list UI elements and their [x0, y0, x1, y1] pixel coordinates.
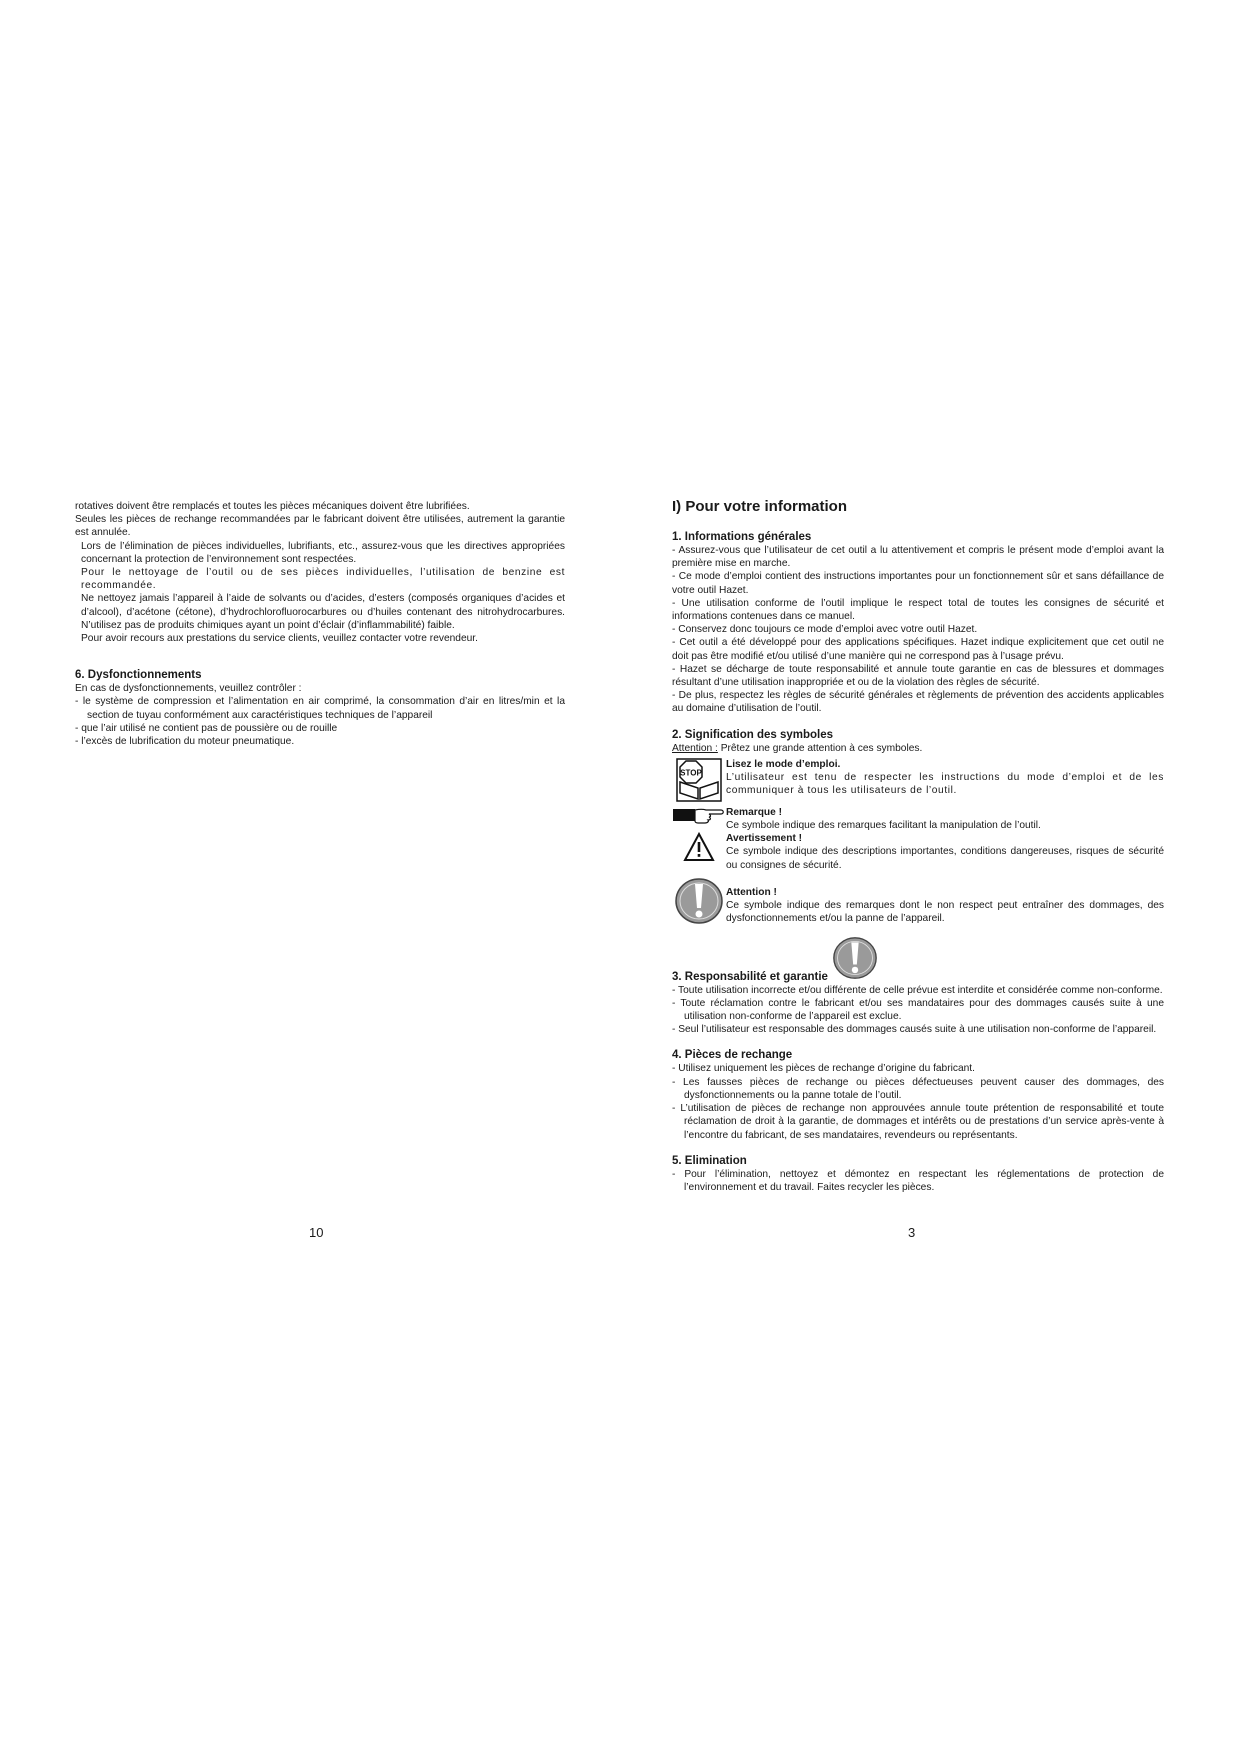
left-page	[75, 500, 565, 748]
page-number: 3	[908, 1225, 916, 1240]
list-item: - l’excès de lubrification du moteur pneumatique.	[75, 736, 295, 748]
list-item: - Toute utilisation incorrecte et/ou différente de celle prévue est interdite et considérée comme non-conforme.	[672, 984, 1163, 996]
list-item: - Pour l’élimination, nettoyez et démontez en respectant les réglementations de protection de l’environnement et du travail. Faites recycler les pièces.	[672, 1168, 1164, 1193]
warning-triangle-icon	[672, 832, 726, 862]
paragraph: rotatives doivent être remplacés et toutes les pièces mécaniques doivent être lubrifiées.	[75, 501, 470, 512]
paragraph: Lors de l’élimination de pièces individuelles, lubrifiants, etc., assurez-vous que les directives appropriées concernant la protection de l’environnement sont respectées.	[81, 540, 565, 565]
list-item: - Assurez-vous que l’utilisateur de cet outil a lu attentivement et compris le présent mode d’emploi avant la première mise en marche.	[672, 545, 1164, 570]
symbol-title: Attention !	[726, 886, 777, 898]
list-item: - Utilisez uniquement les pièces de rechange d’origine du fabricant.	[672, 1063, 975, 1075]
list-item: - Hazet se décharge de toute responsabilité et annule toute garantie en cas de blessures et dommages résultant d’une utilisation inappropriée et ou de la violation des règles de sécurité.	[672, 663, 1164, 689]
paragraph: Pour avoir recours aux prestations du service clients, veuillez contacter votre revendeur.	[81, 633, 478, 645]
section-title: 5. Elimination	[672, 1154, 747, 1167]
section-title: 6. Dysfonctionnements	[75, 669, 202, 682]
pointing-hand-icon	[672, 806, 726, 824]
list-item: - De plus, respectez les règles de sécurité générales et règlements de prévention des accidents applicables au domaine d’utilisation de l’outil.	[672, 690, 1164, 715]
list-item: - Cet outil a été développé pour des applications spécifiques. Hazet indique explicitement que cet outil ne doit pas être modifié et/ou utilisé d’une manière qui ne correspond pas à l’usage prévu.	[672, 637, 1164, 662]
page-title: I) Pour votre information	[672, 498, 848, 515]
paragraph: Seules les pièces de rechange recommandées par le fabricant doivent être utilisées, autrement la garantie est annulée.	[75, 514, 565, 539]
list-item: - Toute réclamation contre le fabricant et/ou ses mandataires pour des dommages causés suite à une utilisation non-conforme de l’appareil est exclue.	[672, 997, 1164, 1023]
symbol-text: Ce symbole indique des remarques facilitant la manipulation de l’outil.	[726, 820, 1041, 832]
right-page	[672, 498, 1164, 1194]
list-item: - Seul l’utilisateur est responsable des dommages causés suite à une utilisation non-conforme de l’appareil.	[672, 1024, 1157, 1036]
section-title: 1. Informations générales	[672, 531, 812, 543]
section-title: 2. Signification des symboles	[672, 728, 834, 741]
stop-manual-icon	[672, 758, 726, 802]
symbol-title: Remarque !	[726, 806, 783, 818]
exclamation-circle-icon	[672, 877, 726, 925]
symbol-title: Avertissement !	[726, 833, 803, 845]
section-title: 3. Responsabilité et garantie	[672, 970, 828, 983]
symbol-row	[672, 832, 1164, 872]
symbol-text: L’utilisateur est tenu de respecter les instructions du mode d’emploi et de les communiquer à tous les utilisateurs de l’outil.	[726, 772, 1164, 797]
symbol-title: Lisez le mode d’emploi.	[726, 758, 841, 770]
intro-underlined: Attention :	[672, 742, 718, 754]
exclamation-circle-icon	[832, 935, 878, 985]
paragraph: Pour le nettoyage de l’outil ou de ses pièces individuelles, l’utilisation de benzine est recommandée.	[81, 567, 565, 592]
symbol-row	[672, 758, 1164, 802]
list-item: - Conservez donc toujours ce mode d’emploi avec votre outil Hazet.	[672, 624, 978, 636]
symbol-row	[672, 877, 1164, 926]
list-item: - Une utilisation conforme de l’outil implique le respect total de toutes les consignes de sécurité et informations contenues dans ce manuel.	[672, 597, 1164, 623]
intro-rest: Prêtez une grande attention à ces symboles.	[717, 742, 923, 754]
list-item: - L’utilisation de pièces de rechange non approuvées annule toute prétention de responsabilité et toute réclamation de droit à la garantie, de dommages et intérêts ou de prestations d’un service après-vente à l’encontre du fabricant, de ses mandataires, revendeurs ou représentants.	[672, 1103, 1164, 1141]
section-header	[672, 935, 1164, 983]
list-item: - que l’air utilisé ne contient pas de poussière ou de rouille	[75, 722, 338, 734]
section-intro: En cas de dysfonctionnements, veuillez contrôler :	[75, 683, 302, 695]
section-intro	[672, 742, 1164, 755]
list-item: - Les fausses pièces de rechange ou pièces défectueuses peuvent causer des dommages, des dysfonctionnements ou la panne totale de l’outil.	[672, 1076, 1164, 1101]
paragraph: Ne nettoyez jamais l’appareil à l’aide de solvants ou d’acides, d’esters (composés organiques d’acides et d’alcool), d’acétone (cétone), d’hydrochlorofluorocarbures ou d’huiles contenant des nitrohydrocarbures. N’utilisez pas de produits chimiques ayant un point d’éclair (d’inflammabilité) faible.	[81, 593, 565, 631]
symbol-text: Ce symbole indique des descriptions importantes, conditions dangereuses, risques de sécurité ou consignes de sécurité.	[726, 846, 1164, 871]
stop-sign-text: STOP	[680, 768, 702, 778]
section-title: 4. Pièces de rechange	[672, 1049, 793, 1062]
list-item: - le système de compression et l’alimentation en air comprimé, la consommation d’air en litres/min et la section de tuyau conformément aux caractéristiques techniques de l’appareil	[75, 696, 565, 721]
page-number: 10	[309, 1225, 324, 1240]
symbol-row	[672, 806, 1164, 832]
symbol-text: Ce symbole indique des remarques dont le non respect peut entraîner des dommages, des dysfonctionnements et/ou la panne de l’appareil.	[726, 900, 1164, 925]
list-item: - Ce mode d’emploi contient des instructions importantes pour un fonctionnement sûr et sans défaillance de votre outil Hazet.	[672, 571, 1164, 596]
